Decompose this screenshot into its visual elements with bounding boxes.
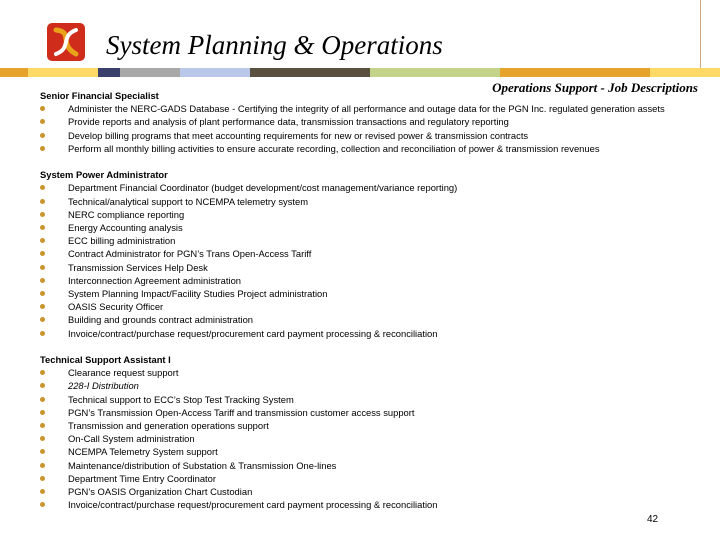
bullet-icon [40,278,45,283]
bullet-icon [40,225,45,230]
duty-item: Transmission Services Help Desk [40,261,700,274]
bullet-icon [40,106,45,111]
duty-item: Perform all monthly billing activities to ensure accurate recording, collection and reconciliation of power & transmission revenues [40,142,700,155]
bullet-icon [40,489,45,494]
duty-item: Department Financial Coordinator (budget development/cost management/variance reporting) [40,181,700,194]
duty-list [40,366,700,511]
bullet-icon [40,423,45,428]
bullet-icon [40,449,45,454]
header-divider [700,0,701,68]
bullet-icon [40,317,45,322]
duty-item: Develop billing programs that meet accounting requirements for new or revised power & transmission contracts [40,129,700,142]
duty-item: System Planning Impact/Facility Studies Project administration [40,287,700,300]
bullet-icon [40,383,45,388]
duty-item: Administer the NERC-GADS Database - Certifying the integrity of all performance and outage data for the PGN Inc. regulated generation assets [40,102,700,115]
color-band-segment [98,68,120,77]
bullet-icon [40,304,45,309]
duty-item: Clearance request support [40,366,700,379]
bullet-icon [40,119,45,124]
duty-item: NERC compliance reporting [40,208,700,221]
duty-item: 228-I Distribution [40,379,700,392]
bullet-icon [40,502,45,507]
bullet-icon [40,185,45,190]
duty-item: Department Time Entry Coordinator [40,472,700,485]
color-band-segment [650,68,720,77]
duty-list [40,102,700,155]
bullet-icon [40,212,45,217]
duty-item: PGN’s OASIS Organization Chart Custodian [40,485,700,498]
color-band-segment [250,68,370,77]
duty-item: PGN’s Transmission Open-Access Tariff and transmission customer access support [40,406,700,419]
bullet-icon [40,370,45,375]
bullet-icon [40,238,45,243]
duty-item: Energy Accounting analysis [40,221,700,234]
color-band-segment [370,68,500,77]
duty-list [40,181,700,339]
bullet-icon [40,251,45,256]
job-section [40,89,700,155]
duty-item: NCEMPA Telemetry System support [40,445,700,458]
bullet-icon [40,410,45,415]
duty-item: On-Call System administration [40,432,700,445]
duty-item: OASIS Security Officer [40,300,700,313]
bullet-icon [40,133,45,138]
duty-item: Provide reports and analysis of plant performance data, transmission transactions and regulatory reporting [40,115,700,128]
color-band-segment [120,68,180,77]
job-descriptions [40,89,700,525]
duty-item: Maintenance/distribution of Substation & Transmission One-lines [40,459,700,472]
job-title: Senior Financial Specialist [40,90,159,101]
company-logo [46,22,86,62]
duty-item: Contract Administrator for PGN’s Trans Open-Access Tariff [40,247,700,260]
duty-item: Invoice/contract/purchase request/procurement card payment processing & reconciliation [40,498,700,511]
bullet-icon [40,476,45,481]
color-band-segment [500,68,650,77]
bullet-icon [40,199,45,204]
job-title: Technical Support Assistant I [40,354,171,366]
duty-item: Building and grounds contract administration [40,313,700,326]
bullet-icon [40,397,45,402]
bullet-icon [40,463,45,468]
duty-item: Interconnection Agreement administration [40,274,700,287]
duty-item: Transmission and generation operations support [40,419,700,432]
color-band [0,68,720,77]
color-band-segment [28,68,98,77]
duty-item: Invoice/contract/purchase request/procurement card payment processing & reconciliation [40,327,700,340]
bullet-icon [40,146,45,151]
section-subtitle: Operations Support - Job Descriptions [492,80,698,95]
duty-item: Technical/analytical support to NCEMPA telemetry system [40,195,700,208]
duty-item: ECC billing administration [40,234,700,247]
job-section [40,353,700,511]
page-title: System Planning & Operations [106,30,443,60]
bullet-icon [40,331,45,336]
duty-item: Technical support to ECC’s Stop Test Tracking System [40,393,700,406]
bullet-icon [40,291,45,296]
job-section [40,168,700,340]
page-number: 42 [647,514,659,525]
job-title: System Power Administrator [40,169,168,181]
bullet-icon [40,436,45,441]
color-band-segment [180,68,250,77]
color-band-segment [0,68,28,77]
bullet-icon [40,265,45,270]
